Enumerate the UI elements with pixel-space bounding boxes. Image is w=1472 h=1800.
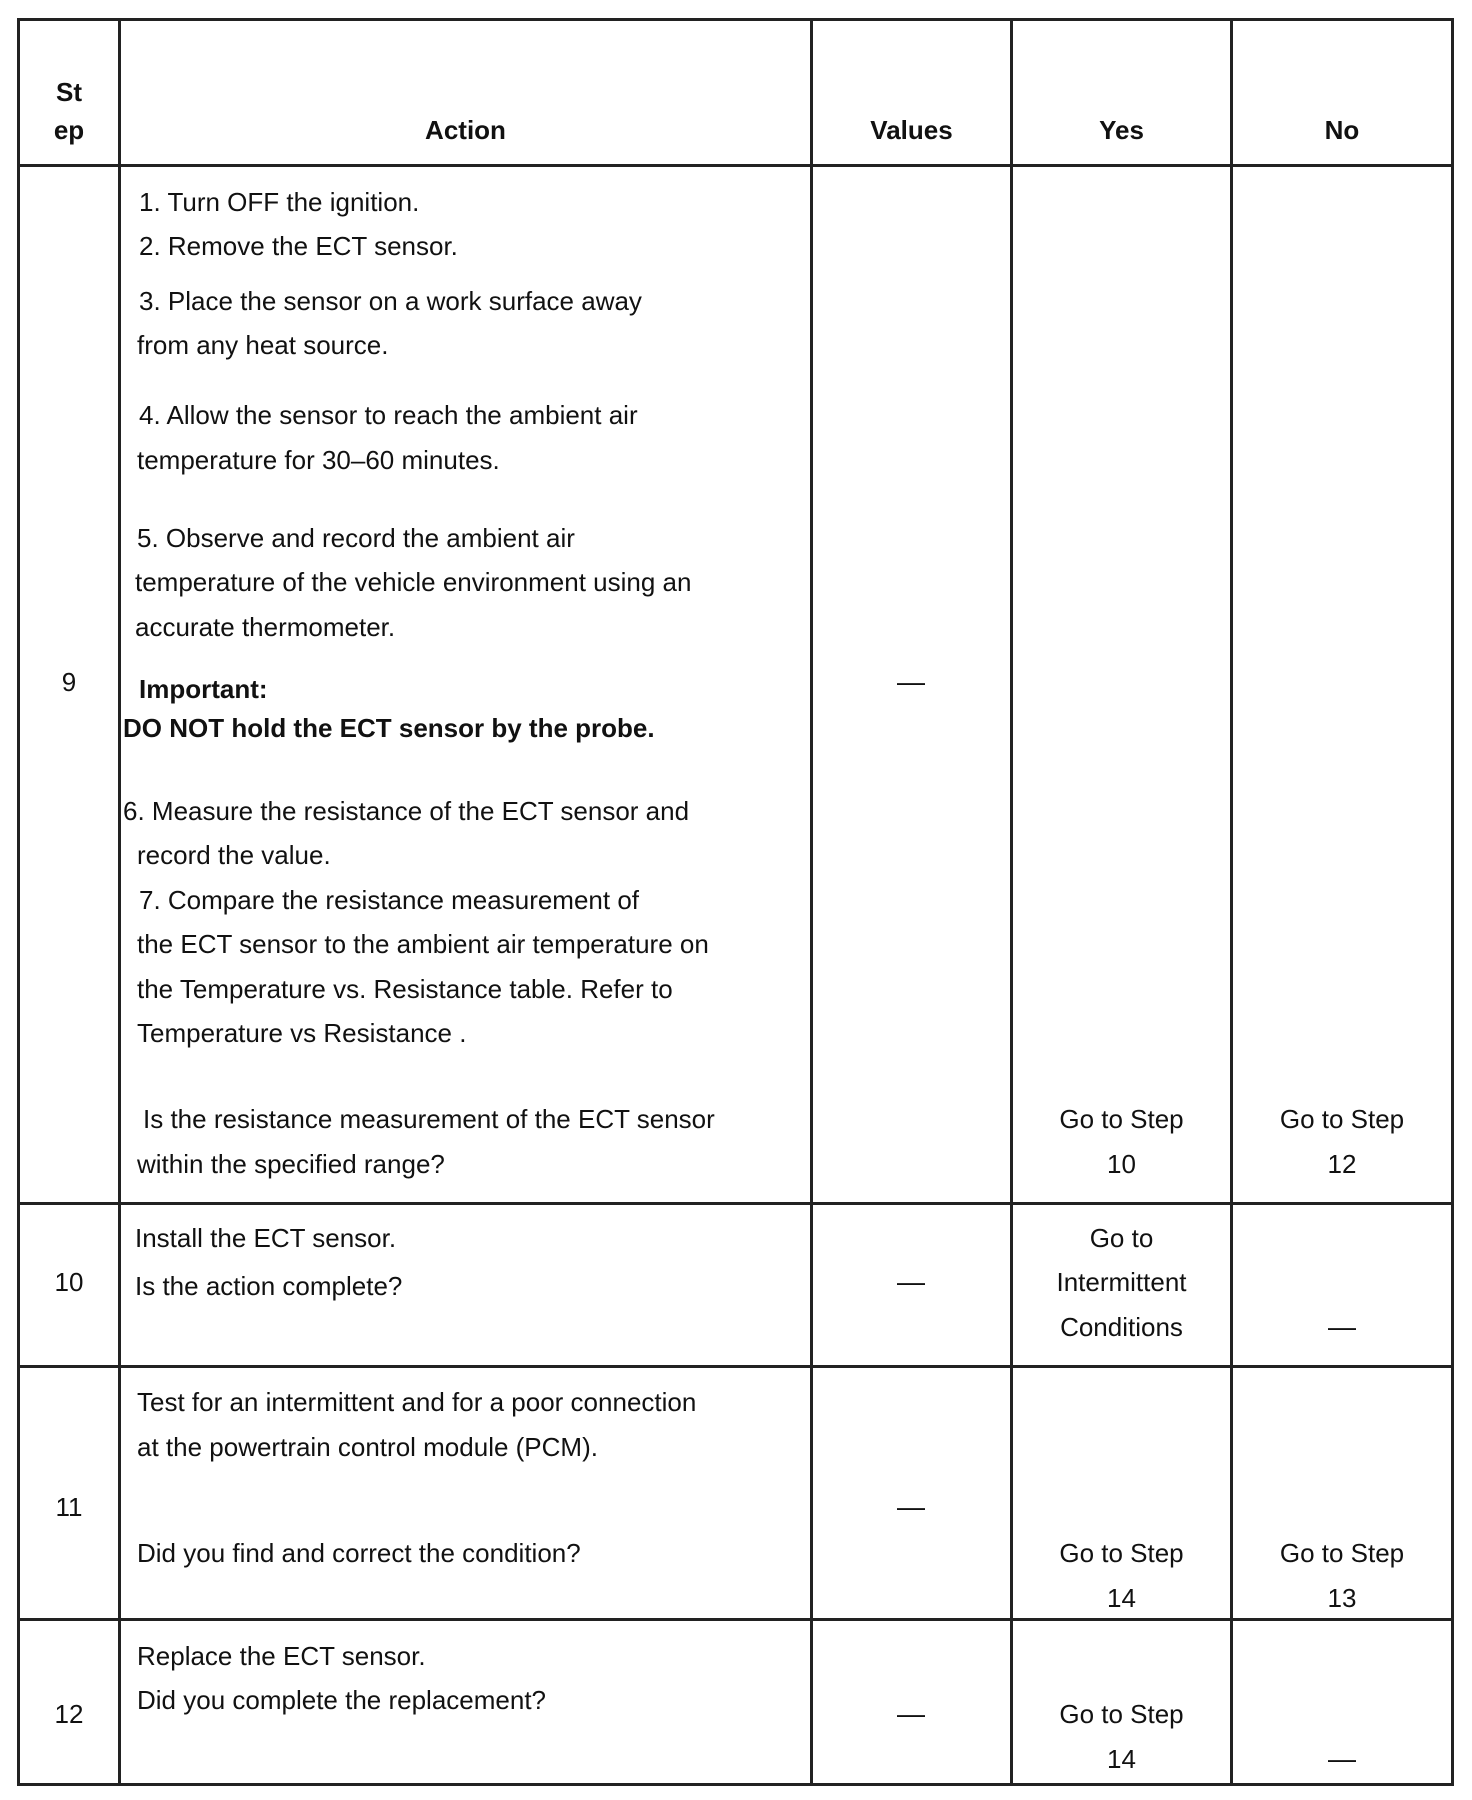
yes-action: 14 <box>1107 1583 1136 1613</box>
action-line: 2. Remove the ECT sensor. <box>139 231 458 261</box>
header-step-line2: ep <box>53 115 85 145</box>
yes-action: Go to Step <box>1059 1699 1184 1729</box>
column-divider <box>1010 18 1013 1786</box>
action-line: 1. Turn OFF the ignition. <box>139 187 420 217</box>
row-divider <box>17 1618 1454 1621</box>
action-question: Is the action complete? <box>135 1271 403 1301</box>
table-border-top <box>17 18 1454 21</box>
action-line: the Temperature vs. Resistance table. Refer to <box>137 974 673 1004</box>
step-number: 10 <box>54 1267 84 1297</box>
action-line: record the value. <box>137 840 331 870</box>
step-number: 12 <box>54 1699 84 1729</box>
action-line: the ECT sensor to the ambient air temperature on <box>137 929 709 959</box>
header-divider <box>17 164 1454 167</box>
yes-action: Go to Step <box>1059 1538 1184 1568</box>
action-line: 6. Measure the resistance of the ECT sensor and <box>123 796 690 826</box>
action-question: Is the resistance measurement of the ECT sensor <box>143 1104 715 1134</box>
header-yes: Yes <box>1099 115 1144 145</box>
value-cell: — <box>897 1266 925 1297</box>
column-divider <box>810 18 813 1786</box>
row-divider <box>17 1365 1454 1368</box>
important-note: DO NOT hold the ECT sensor by the probe. <box>123 713 655 743</box>
action-line: Replace the ECT sensor. <box>137 1641 426 1671</box>
action-line: from any heat source. <box>137 330 389 360</box>
yes-action: 10 <box>1107 1149 1136 1179</box>
action-line: temperature for 30–60 minutes. <box>137 445 500 475</box>
yes-action: Intermittent <box>1056 1267 1187 1297</box>
yes-action: Go to Step <box>1059 1104 1184 1134</box>
action-line: temperature of the vehicle environment using an <box>135 567 692 597</box>
action-question: Did you complete the replacement? <box>137 1685 547 1715</box>
step-number: 11 <box>55 1492 83 1522</box>
action-line: accurate thermometer. <box>135 612 396 642</box>
action-line: 7. Compare the resistance measurement of <box>139 885 640 915</box>
no-action: 13 <box>1327 1583 1357 1613</box>
step-number: 9 <box>61 667 77 697</box>
row-divider <box>17 1202 1454 1205</box>
column-divider <box>1230 18 1233 1786</box>
action-line: Install the ECT sensor. <box>135 1223 397 1253</box>
header-values: Values <box>870 115 953 145</box>
action-question: Did you find and correct the condition? <box>137 1538 581 1568</box>
no-action: — <box>1328 1743 1356 1774</box>
no-action: 12 <box>1327 1149 1357 1179</box>
yes-action: 14 <box>1107 1744 1136 1774</box>
action-line: 5. Observe and record the ambient air <box>137 523 575 553</box>
action-question: within the specified range? <box>137 1149 445 1179</box>
action-line: Test for an intermittent and for a poor connection <box>137 1387 697 1417</box>
value-cell: — <box>897 1491 925 1522</box>
table-border-bottom <box>17 1783 1454 1786</box>
action-line: 4. Allow the sensor to reach the ambient air <box>139 400 638 430</box>
header-step-line1: St <box>56 77 82 107</box>
no-action: Go to Step <box>1279 1538 1405 1568</box>
diagnostic-table <box>17 18 1454 1786</box>
yes-action: Go to <box>1089 1223 1154 1253</box>
action-line: Temperature vs Resistance . <box>137 1018 467 1048</box>
header-action: Action <box>425 115 506 145</box>
action-line: 3. Place the sensor on a work surface away <box>139 286 642 316</box>
no-action: — <box>1328 1311 1356 1342</box>
table-border-right <box>1451 18 1454 1786</box>
no-action: Go to Step <box>1279 1104 1405 1134</box>
value-cell: — <box>897 1698 925 1729</box>
yes-action: Conditions <box>1060 1312 1183 1342</box>
header-no: No <box>1324 115 1360 145</box>
important-label: Important: <box>139 674 268 704</box>
value-cell: — <box>897 666 925 697</box>
action-line: at the powertrain control module (PCM). <box>137 1432 598 1462</box>
